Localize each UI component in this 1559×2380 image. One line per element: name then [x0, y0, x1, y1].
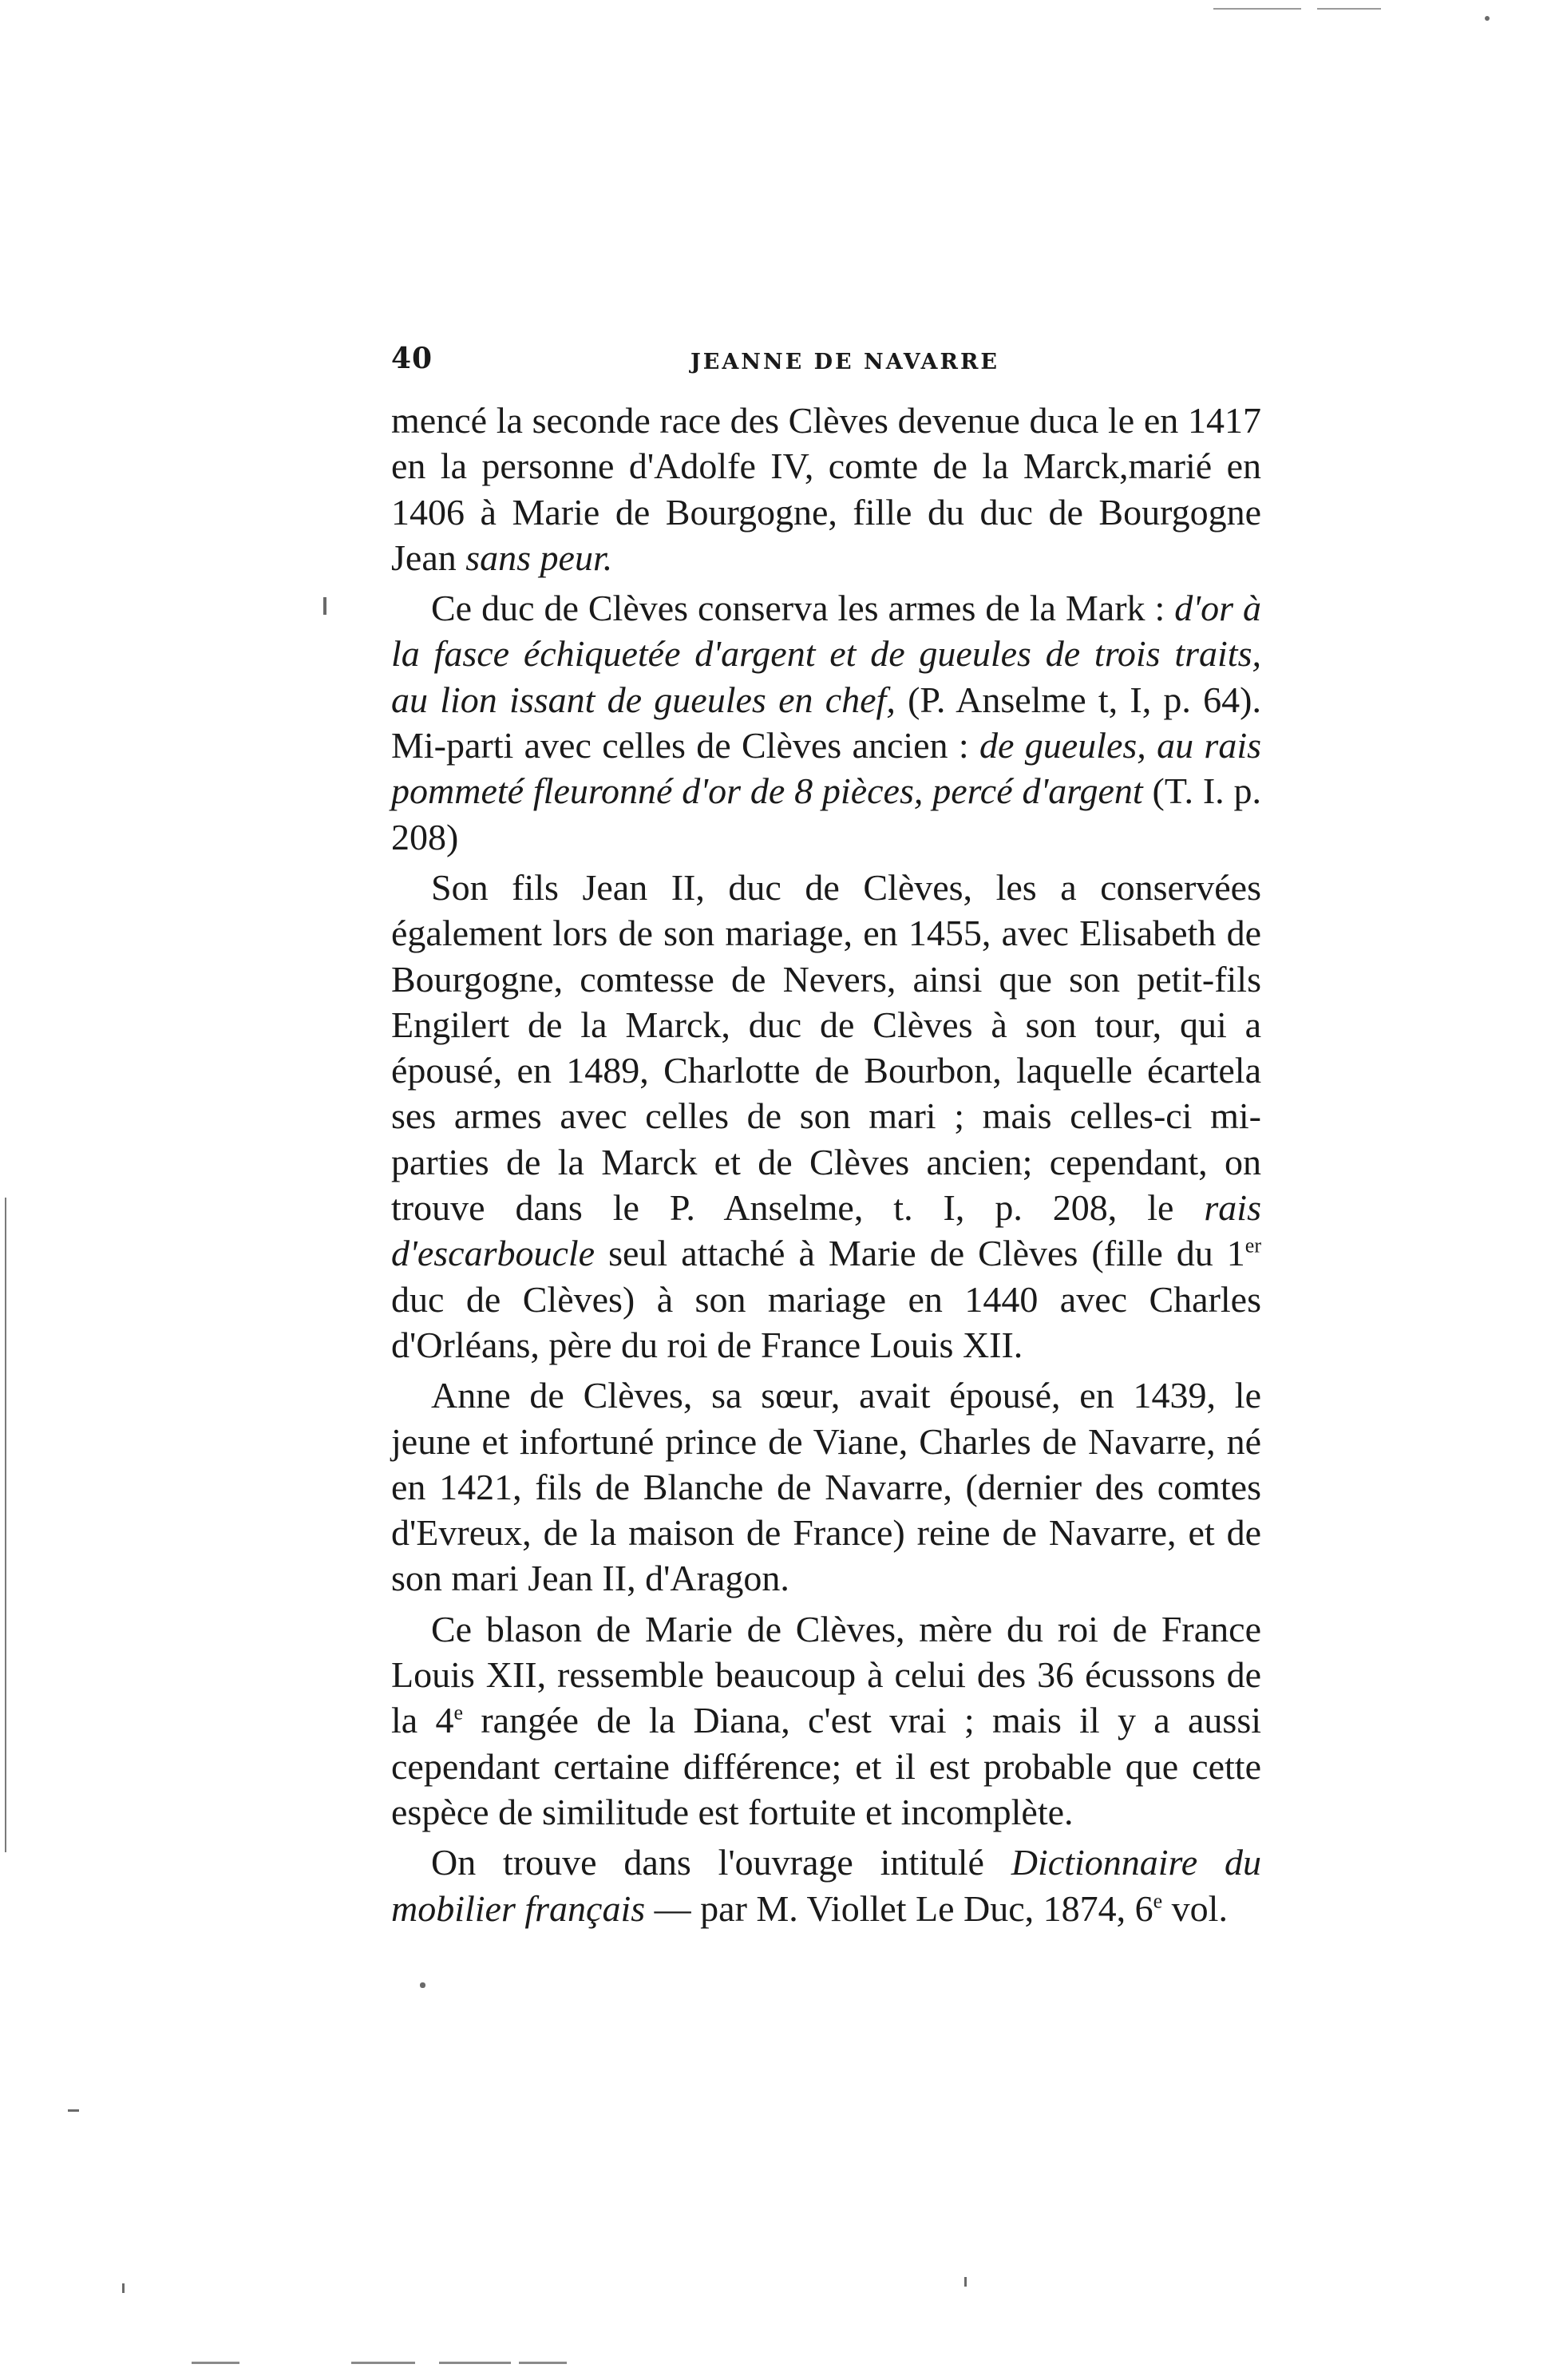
paragraph-5-superscript: e [453, 1701, 464, 1725]
running-title: JEANNE DE NAVARRE [690, 350, 999, 374]
paragraph-3-text-a: Son fils Jean II, duc de Clèves, les a conservées également lors de son mariage, en 1455, avec Elisabeth de Bourgogne, comtesse de Nevers, ainsi que son petit-fils Engilert de la Marck, duc de Clèves à son tour, qui a épousé, en 1489, Charlotte de Bourbon, laquelle écartela ses armes avec celles de son mari ; mais celles-ci mi-parties de la Marck et de Clèves ancien; cependant, on trouve dans le P. Anselme, t. I, p. 208, le [391, 866, 1261, 1229]
paragraph-2-blazon-cleves: de gueules, au rais pommeté fleuronné d'or de 8 pièces, percé d'argent [391, 725, 1262, 812]
scan-artifact-bottom-rule [192, 2362, 239, 2364]
paragraph-3-text-b: seul attaché à Marie de Clèves (fille du 1 [595, 1233, 1245, 1274]
paragraph-1 [391, 398, 1261, 580]
paragraph-3-italic: rais d'escarboucle [391, 1187, 1261, 1274]
paragraph-1-text: mencé la seconde race des Clèves devenue duca le en 1417 en la personne d'Adolfe IV, comte de la Marck,marié en 1406 à Marie de Bourgogne, fille du duc de Bourgogne Jean [391, 400, 1261, 578]
paragraph-4-text: Anne de Clèves, sa sœur, avait épousé, en 1439, le jeune et infortuné prince de Viane, Charles de Navarre, né en 1421, fils de Blanche de Navarre, (dernier des comtes d'Evreux, de la maison de France) reine de Navarre, et de son mari Jean II, d'Aragon. [391, 1375, 1261, 1599]
paragraph-5-text-b: rangée de la Diana, c'est vrai ; mais il y a aussi cependant certaine différence; et il est probable que cette espèce de similitude est fortuite et incomplète. [391, 1700, 1261, 1832]
paragraph-3-superscript: er [1244, 1234, 1261, 1258]
scan-speck [420, 1982, 425, 1988]
paragraph-5-text-a: Ce blason de Marie de Clèves, mère du roi de France Louis XII, ressemble beaucoup à celui des 36 écussons de la 4 [391, 1608, 1261, 1741]
paragraph-2-text-c: (T. I. p. 208) [391, 770, 1262, 857]
paragraph-3 [391, 865, 1261, 1368]
paragraph-6 [391, 1839, 1261, 1931]
scan-artifact-bottom-rule [439, 2362, 511, 2364]
paragraph-2-text-a: Ce duc de Clèves conserva les armes de la Mark : [431, 588, 1175, 629]
running-head [391, 342, 1261, 390]
paragraph-6-text-b: — par M. Viollet Le Duc, 1874, 6 [645, 1887, 1153, 1929]
paragraph-6-book-title: Dictionnaire du mobilier français [391, 1842, 1262, 1929]
scan-speck [964, 2277, 967, 2287]
paragraph-2 [391, 585, 1261, 860]
scan-artifact-bottom-rule [351, 2362, 415, 2364]
scan-speck [68, 2109, 79, 2112]
paragraph-2-text-b: (P. Anselme t, I, p. 64). Mi-parti avec celles de Clèves ancien : [391, 679, 1261, 766]
scan-artifact-bottom-rule [519, 2362, 567, 2364]
scan-speck [323, 597, 326, 615]
paragraph-6-text-a: On trouve dans l'ouvrage intitulé [431, 1842, 1011, 1883]
paragraph-4 [391, 1372, 1261, 1601]
scan-speck [1485, 16, 1490, 21]
paragraph-5 [391, 1606, 1261, 1835]
scan-speck [122, 2283, 125, 2293]
paragraph-2-blazon-marck: d'or à la fasce échiquetée d'argent et de gueules de trois traits, au lion issant de gueules en chef, [391, 588, 1261, 720]
paragraph-3-text-c: duc de Clèves) à son mariage en 1440 avec Charles d'Orléans, père du roi de France Louis XII. [391, 1278, 1261, 1365]
page-number: 40 [391, 342, 433, 375]
paragraph-6-superscript: e [1153, 1889, 1163, 1913]
scan-artifact-left-edge [5, 1198, 6, 1852]
paragraph-6-text-c: vol. [1162, 1887, 1228, 1929]
scan-artifact-top-rule [1213, 8, 1301, 10]
scan-artifact-top-rule-2 [1317, 8, 1381, 10]
paragraph-1-italic: sans peur. [465, 537, 613, 578]
body-text [391, 398, 1261, 1936]
